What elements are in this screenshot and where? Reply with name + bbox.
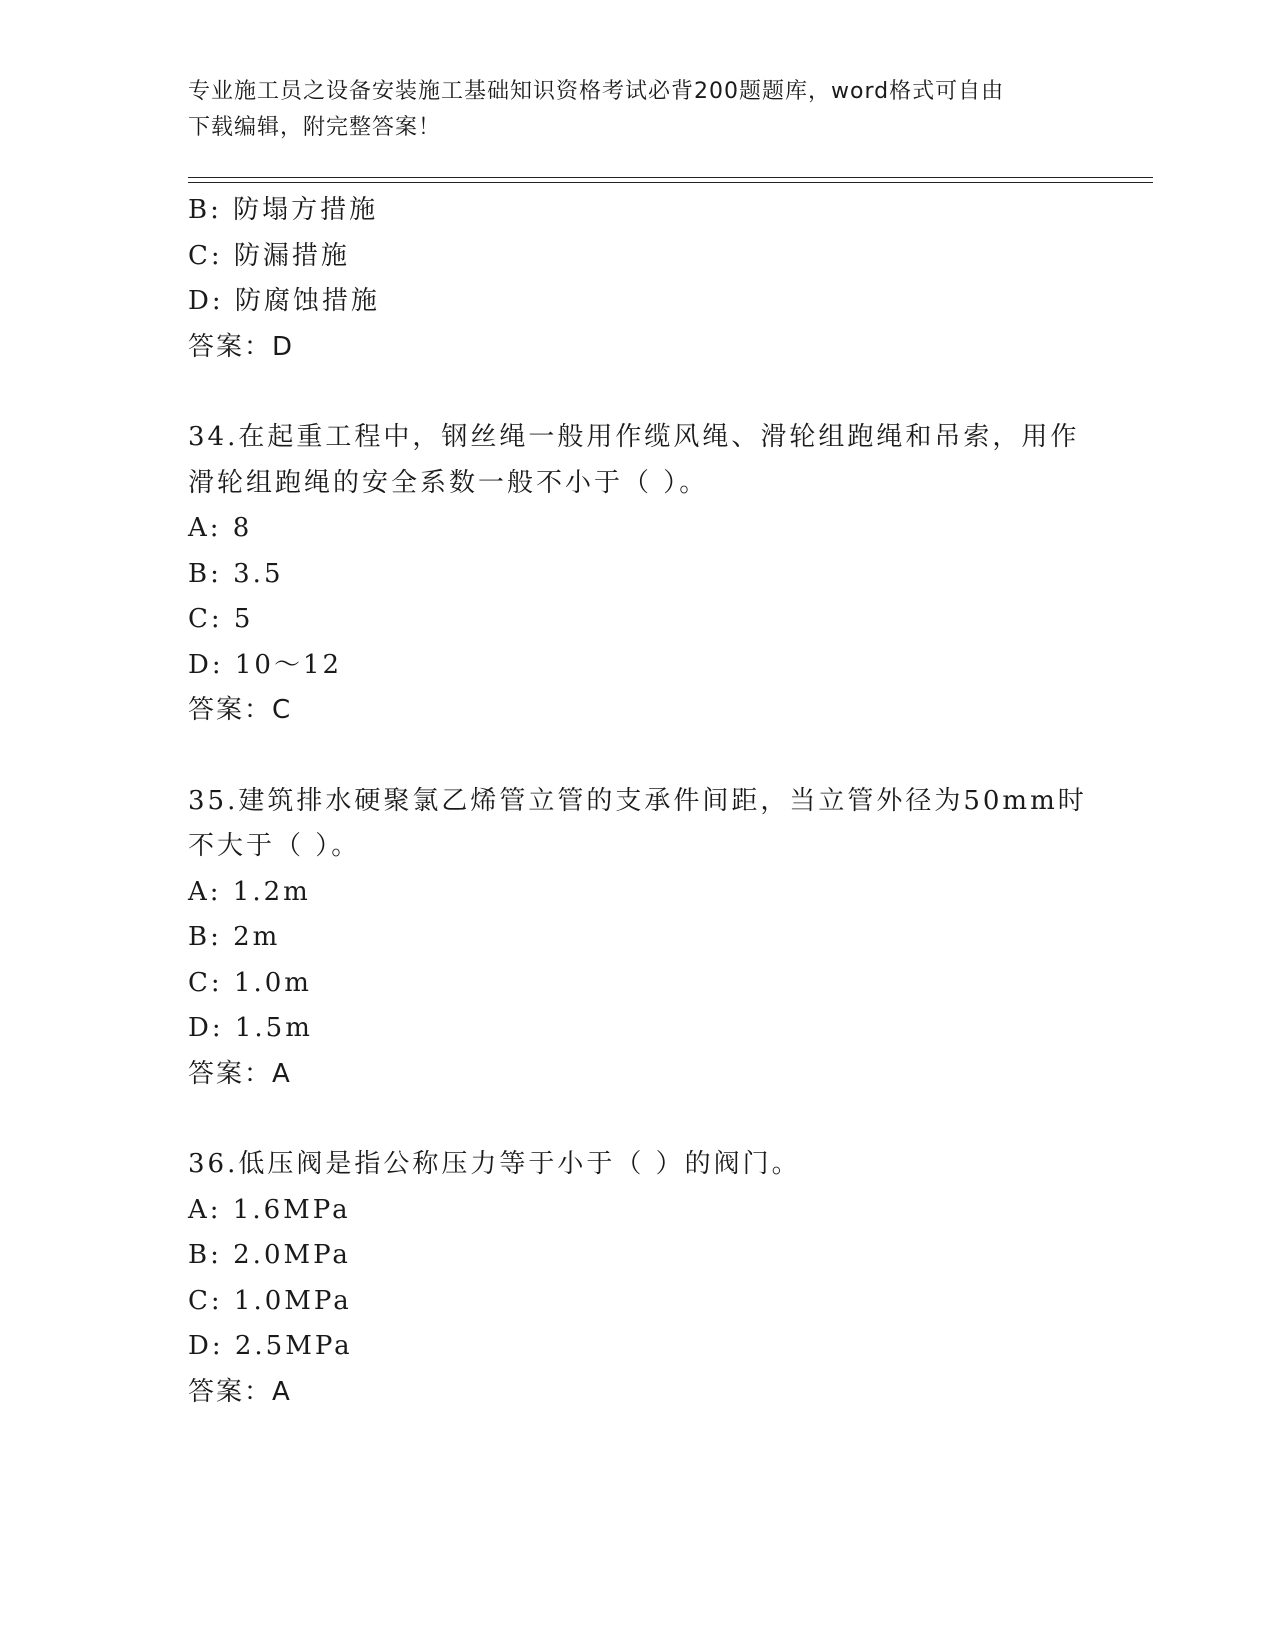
header-line-1: 专业施工员之设备安装施工基础知识资格考试必背200题题库，word格式可自由 — [188, 79, 1005, 104]
option-c: C: 1.0m — [188, 967, 312, 998]
header-divider-top — [188, 177, 1153, 178]
option-b: B: 2m — [188, 922, 281, 952]
answer-line: 答案：A — [188, 1376, 292, 1407]
question-stem-line-2: 滑轮组跑绳的安全系数一般不小于（ ）。 — [188, 467, 709, 498]
header-divider-bottom — [188, 182, 1153, 183]
answer-line: 答案：A — [188, 1058, 292, 1089]
option-c: C: 防漏措施 — [188, 240, 350, 271]
question-stem-line-1: 34.在起重工程中，钢丝绳一般用作缆风绳、滑轮组跑绳和吊索，用作 — [188, 422, 1080, 452]
option-b: B: 防塌方措施 — [188, 195, 379, 225]
question-33-continued — [188, 188, 1088, 370]
question-list — [188, 188, 1088, 1415]
option-c: C: 5 — [188, 604, 254, 634]
option-d: D: 1.5m — [188, 1013, 313, 1043]
spacer — [188, 370, 1088, 415]
question-stem-line-2: 不大于（ ）。 — [188, 831, 361, 861]
option-d: D: 10～12 — [188, 649, 343, 680]
document-header — [188, 74, 1068, 146]
spacer — [188, 1097, 1088, 1142]
option-a: A: 1.2m — [188, 876, 311, 907]
question-stem-line-1: 36.低压阀是指公称压力等于小于（ ）的阀门。 — [188, 1149, 801, 1179]
question-36 — [188, 1142, 1088, 1415]
spacer — [188, 734, 1088, 779]
answer-line: 答案：C — [188, 695, 293, 725]
option-c: C: 1.0MPa — [188, 1285, 352, 1316]
option-a: A: 8 — [188, 513, 253, 543]
option-d: D: 2.5MPa — [188, 1331, 353, 1361]
question-stem-line-1: 35.建筑排水硬聚氯乙烯管立管的支承件间距，当立管外径为50mm时 — [188, 785, 1087, 816]
question-34 — [188, 415, 1088, 734]
header-line-2: 下载编辑，附完整答案！ — [188, 115, 442, 140]
question-35 — [188, 779, 1088, 1098]
option-b: B: 2.0MPa — [188, 1240, 351, 1270]
option-d: D: 防腐蚀措施 — [188, 286, 380, 316]
option-a: A: 1.6MPa — [188, 1194, 351, 1225]
option-b: B: 3.5 — [188, 558, 284, 589]
answer-line: 答案：D — [188, 331, 295, 362]
